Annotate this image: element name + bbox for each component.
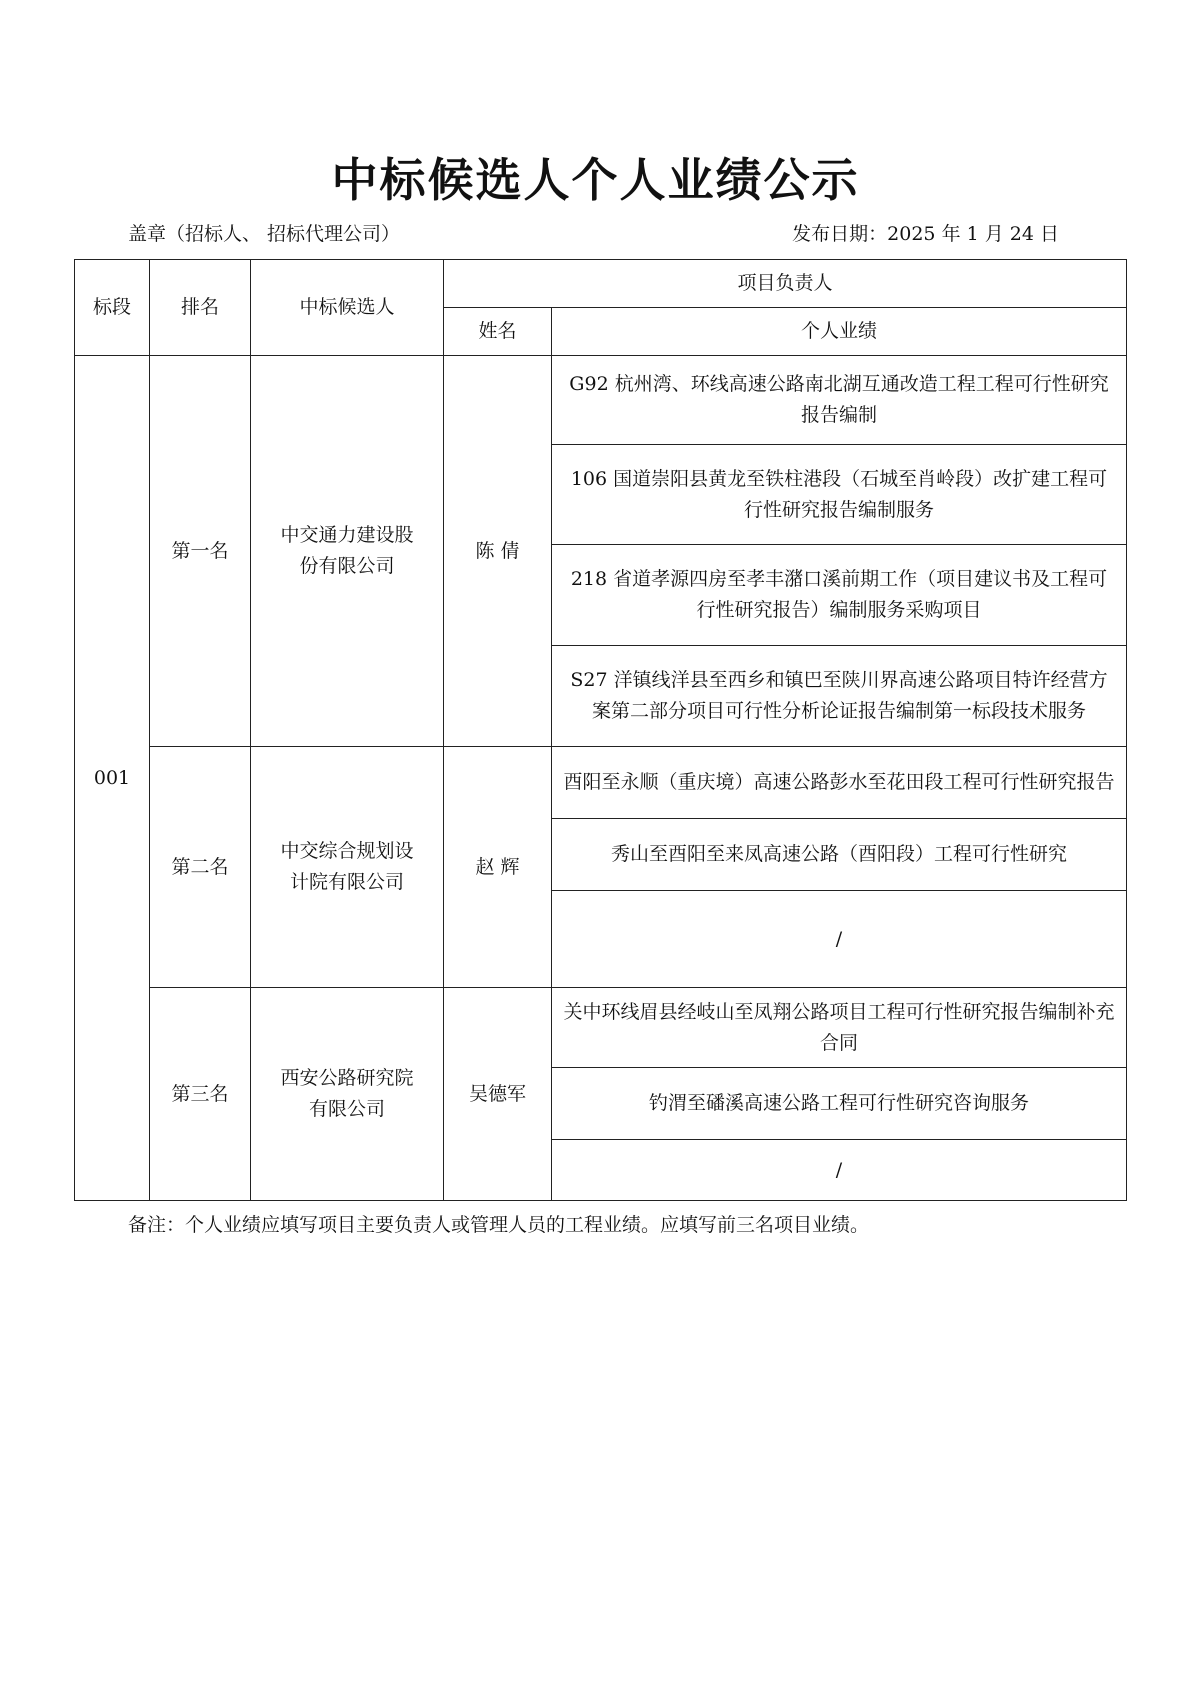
rank-cell: 第一名 — [150, 356, 251, 747]
project-cell: S27 洋镇线洋县至西乡和镇巴至陕川界高速公路项目特许经营方案第二部分项目可行性分析论证报告编制第一标段技术服务 — [552, 646, 1127, 747]
company-cell — [251, 988, 444, 1201]
seal-label: 盖章（招标人、 招标代理公司） — [128, 223, 401, 245]
leader-name: 赵 辉 — [444, 747, 552, 988]
company-name: 中交通力建设股份有限公司 — [280, 524, 414, 577]
header-project-leader: 项目负责人 — [444, 260, 1127, 308]
project-cell: / — [552, 891, 1127, 988]
performance-table — [74, 259, 1127, 1201]
section-value: 001 — [75, 356, 150, 1201]
leader-name: 吴德军 — [444, 988, 552, 1201]
header-rank: 排名 — [150, 260, 251, 356]
header-name: 姓名 — [444, 308, 552, 356]
header-section: 标段 — [75, 260, 150, 356]
project-cell: 218 省道孝源四房至孝丰潴口溪前期工作（项目建议书及工程可行性研究报告）编制服务采购项目 — [552, 545, 1127, 646]
rank-cell: 第三名 — [150, 988, 251, 1201]
publish-date: 发布日期：2025 年 1 月 24 日 — [792, 223, 1059, 245]
project-cell: G92 杭州湾、环线高速公路南北湖互通改造工程工程可行性研究报告编制 — [552, 356, 1127, 445]
remark-note: 备注：个人业绩应填写项目主要负责人或管理人员的工程业绩。应填写前三名项目业绩。 — [128, 1214, 870, 1236]
header-candidate: 中标候选人 — [251, 260, 444, 356]
company-name: 西安公路研究院有限公司 — [280, 1067, 414, 1120]
company-cell — [251, 356, 444, 747]
project-cell: 106 国道崇阳县黄龙至铁柱港段（石城至肖岭段）改扩建工程可行性研究报告编制服务 — [552, 445, 1127, 545]
company-cell — [251, 747, 444, 988]
project-cell: / — [552, 1140, 1127, 1201]
project-cell: 秀山至酉阳至来凤高速公路（酉阳段）工程可行性研究 — [552, 819, 1127, 891]
project-cell: 酉阳至永顺（重庆境）高速公路彭水至花田段工程可行性研究报告 — [552, 747, 1127, 819]
project-cell: 钓渭至磻溪高速公路工程可行性研究咨询服务 — [552, 1068, 1127, 1140]
project-cell: 关中环线眉县经岐山至凤翔公路项目工程可行性研究报告编制补充合同 — [552, 988, 1127, 1068]
header-performance: 个人业绩 — [552, 308, 1127, 356]
leader-name: 陈 倩 — [444, 356, 552, 747]
page-title: 中标候选人个人业绩公示 — [331, 153, 860, 207]
company-name: 中交综合规划设计院有限公司 — [280, 840, 414, 893]
rank-cell: 第二名 — [150, 747, 251, 988]
